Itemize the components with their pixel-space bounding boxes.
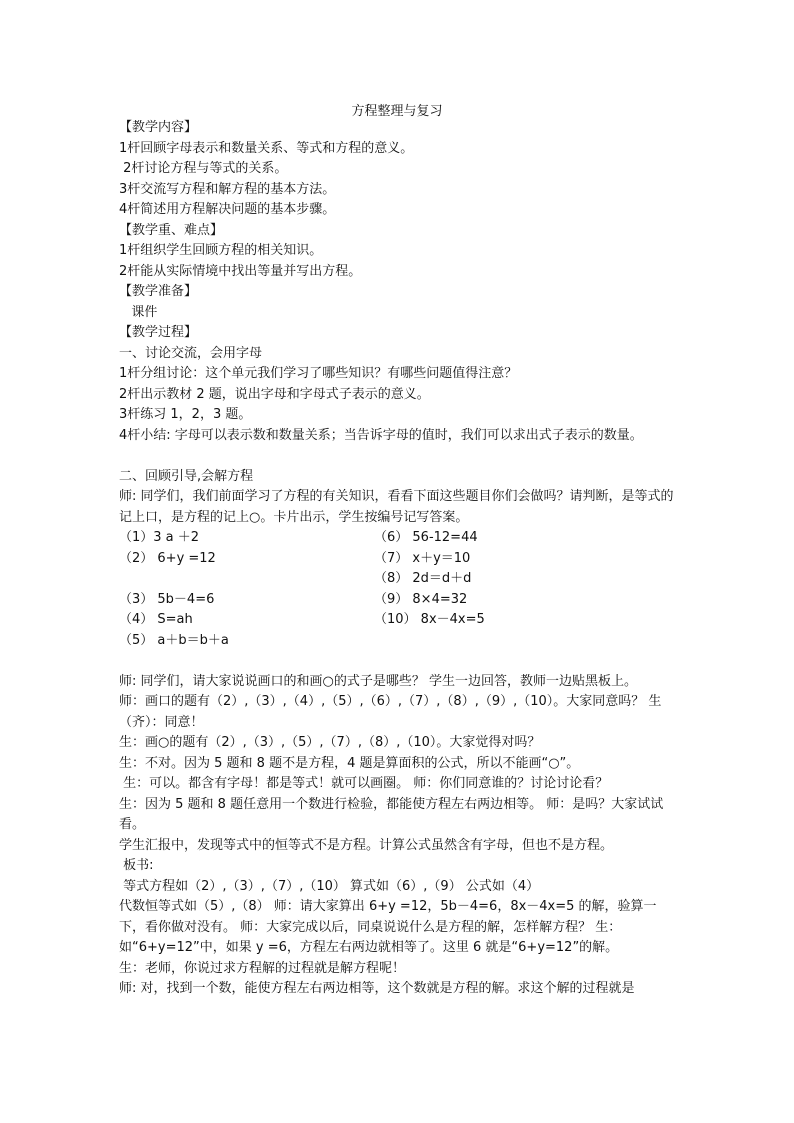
equation-right: （7） x＋y＝10	[374, 550, 471, 566]
content-item: 3杆交流写方程和解方程的基本方法。	[119, 181, 336, 197]
section-header-content: 【教学内容】	[119, 120, 198, 135]
closing-line: 代数恒等式如（5）,（8） 师：请大家算出 6+y =12，5b－4=6，8x－4x=5 的解，验算一下，看你做对没有。 师：大家完成以后，同桌说说什么是方程的解，怎样解方程？ 生：如“6+y=12”中，如果 y =6，方程左右两边就相等了。这里 6 就是“6+y=12”的解。	[119, 899, 657, 955]
section-header-preparation: 【教学准备】	[119, 284, 198, 299]
dialogue-line: 生：不对。因为 5 题和 8 题不是方程，4 题是算面积的公式，所以不能画“○”。	[119, 755, 580, 771]
document-body	[119, 118, 679, 1000]
equation-list	[119, 528, 679, 651]
section-header-process: 【教学过程】	[119, 325, 198, 340]
section-header-key-points: 【教学重、难点】	[119, 222, 224, 238]
closing-line: 生：老师，你说过求方程解的过程就是解方程呢！	[119, 960, 406, 976]
dialogue-line: 师: 同学们，请大家说说画口的和画○的式子是哪些？ 学生一边回答，教师一边贴黑板上。	[119, 673, 637, 689]
document-title: 方程整理与复习	[351, 104, 443, 119]
part1-item: 4杆小结: 字母可以表示数和数量关系；当告诉字母的值时，我们可以求出式子表示的数量。	[119, 427, 643, 443]
part2-title: 二、回顾引导,会解方程	[119, 468, 254, 484]
equation-left: （1）3 a ＋2	[119, 530, 200, 545]
dialogue-line: 师：画口的题有（2）,（3）,（4）,（5）,（6）,（7）,（8）,（9）,（10）。大家同意吗？ 生（齐）：同意！	[119, 694, 662, 730]
content-item: 1杆回顾字母表示和数量关系、等式和方程的意义。	[119, 140, 414, 156]
equation-row	[119, 631, 679, 652]
content-item: 2杆讨论方程与等式的关系。	[119, 161, 288, 176]
dialogue-line: 生：可以。都含有字母！都是等式！就可以画圈。 师：你们同意谁的？讨论讨论看？	[119, 776, 609, 791]
equation-row	[119, 549, 679, 570]
part1-title: 一、讨论交流，会用字母	[119, 345, 263, 361]
dialogue-line: 生：画○的题有（2）,（3）,（5）,（7）,（8）,（10）。大家觉得对吗？	[119, 735, 541, 750]
content-item: 4杆简述用方程解决问题的基本步骤。	[119, 202, 336, 217]
part1-item: 2杆出示教材 2 题，说出字母和字母式子表示的意义。	[119, 386, 430, 402]
equation-right: （8） 2d＝d＋d	[374, 571, 472, 586]
equation-left: （4） S=ah	[119, 612, 193, 627]
part2-intro: 师: 同学们，我们前面学习了方程的有关知识，看看下面这些题目你们会做吗？请判断，是等式的记上口，是方程的记上○。卡片出示，学生按编号记写答案。	[119, 489, 674, 525]
key-item: 2杆能从实际情境中找出等量并写出方程。	[119, 263, 362, 279]
key-item: 1杆组织学生回顾方程的相关知识。	[119, 243, 323, 258]
equation-left: （5） a＋b＝b＋a	[119, 632, 229, 648]
equation-left: （3） 5b－4=6	[119, 591, 215, 607]
part1-item: 3杆练习 1，2，3 题。	[119, 407, 252, 422]
board-label: 板书:	[119, 858, 154, 873]
equation-row	[119, 528, 679, 549]
equation-row	[119, 590, 679, 611]
equation-row	[119, 569, 679, 590]
equation-right: （10） 8x－4x=5	[374, 612, 485, 627]
closing-line: 师: 对，找到一个数，能使方程左右两边相等，这个数就是方程的解。求这个解的过程就是	[119, 981, 635, 996]
part1-item: 1杆分组讨论：这个单元我们学习了哪些知识？有哪些问题值得注意？	[119, 366, 518, 381]
equation-right: （9） 8×4=32	[374, 591, 468, 607]
board-line: 等式方程如（2）,（3）,（7）,（10） 算式如（6）,（9） 公式如（4）	[119, 878, 540, 894]
prep-item: 课件	[119, 304, 158, 320]
equation-right: （6） 56-12=44	[374, 530, 478, 545]
equation-left: （2） 6+y =12	[119, 550, 216, 566]
dialogue-line: 学生汇报中，发现等式中的恒等式不是方程。计算公式虽然含有字母，但也不是方程。	[119, 837, 614, 853]
dialogue-line: 生：因为 5 题和 8 题任意用一个数进行检验，都能使方程左右两边相等。 师：是吗？大家试试看。	[119, 796, 664, 832]
equation-row	[119, 610, 679, 631]
